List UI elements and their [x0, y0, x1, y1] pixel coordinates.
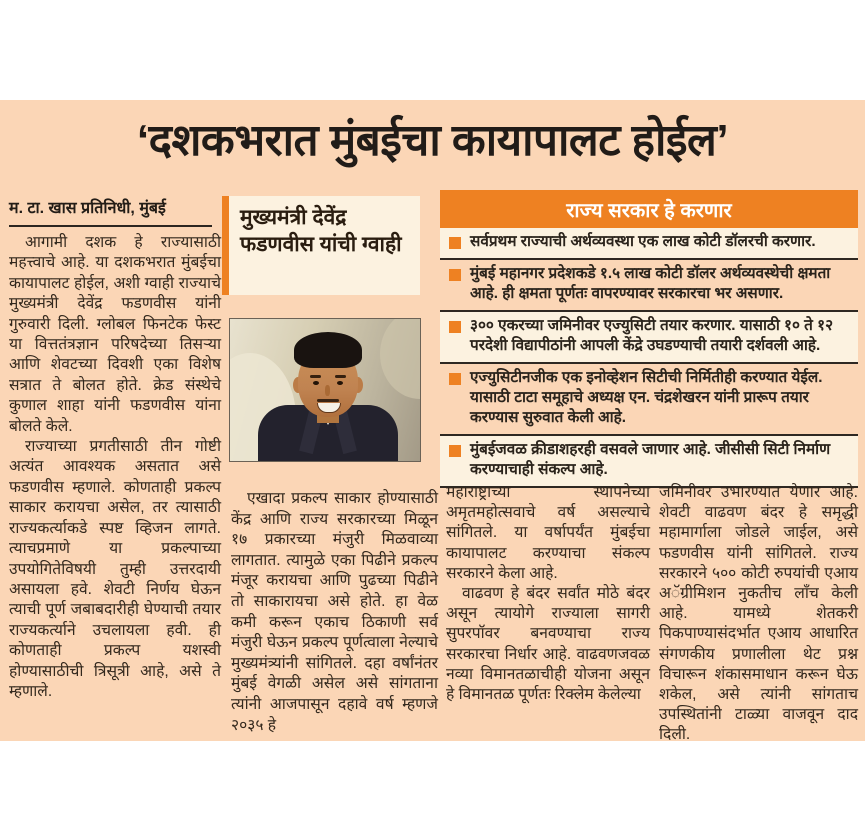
photo-person-nose	[325, 385, 330, 396]
article-column-4	[659, 483, 858, 746]
byline: म. टा. खास प्रतिनिधी, मुंबई	[9, 196, 212, 227]
government-plans-infobox	[440, 190, 858, 488]
article-paragraph: एखादा प्रकल्प साकार होण्यासाठी केंद्र आणि राज्य सरकारच्या मिळून १७ प्रकारच्या मंजुरी मिळवाव्या लागतात. त्यामुळे एका पिढीने प्रकल्प मंजूर करायचा आणि पुढच्या पिढीने तो साकारायचा असे होते. हा वेळ कमी करून एकाच ठिकाणी सर्व मंजुरी घेऊन प्रकल्प पूर्णत्वाला नेल्याचे मुख्यमंत्र्यांनी सांगितले. दहा वर्षांनंतर मुंबई वेगळी असेल असे सांगताना त्यांनी आजपासून दहावे वर्ष म्हणजे २०३५ हे	[231, 490, 438, 734]
infobox-item	[440, 436, 858, 488]
article-paragraph: जमिनीवर उभारण्यात येणार आहे. शेवटी वाढवण बंदर हे समृद्धी महामार्गाला जोडले जाईल, असे फडणवीस यांनी सांगितले. राज्य सरकारने ५०० कोटी रुपयांची एआय अॅग्रीमिशन नुकतीच लाँच केली आहे. यामध्ये शेतकरी पिकपाण्यासंदर्भात एआय आधारित संगणकीय प्रणालीला थेट प्रश्न विचारून शंकासमाधान करून घेऊ शकेल, असे त्यांनी सांगताच उपस्थितांनी टाळ्या वाजवून दाद दिली.	[659, 484, 858, 744]
photo-person-mustache	[317, 399, 339, 402]
photo-person-hair	[294, 332, 362, 368]
bullet-square-icon	[449, 269, 461, 281]
infobox-item	[440, 260, 858, 312]
article-headline: ‘दशकभरात मुंबईचा कायापालट होईल’	[136, 116, 729, 165]
infobox-item	[440, 228, 858, 260]
infobox-item-text: मुंबईजवळ क्रीडाशहरही वसवले जाणार आहे. जीसीसी सिटी निर्माण करण्याचाही संकल्प आहे.	[470, 441, 831, 478]
article-column-1	[9, 233, 221, 702]
photo-person-eyebrow	[335, 375, 346, 378]
infobox-item-text: एज्युसिटीनजीक एक इनोव्हेशन सिटीची निर्मितीही करण्यात येईल. यासाठी टाटा समूहाचे अध्यक्ष एन. चंद्रशेखरन यांनी प्रारूप तयार करण्यास सुरुवात केली आहे.	[470, 369, 823, 426]
article-paragraph: आगामी दशक हे राज्यासाठी महत्त्वाचे आहे. या दशकभरात मुंबईचा कायापालट होईल, अशी ग्वाही राज्याचे मुख्यमंत्री देवेंद्र फडणवीस यांनी गुरुवारी दिली. ग्लोबल फिनटेक फेस्ट या वित्ततंत्रज्ञान परिषदेच्या तिसऱ्या आणि शेवटच्या दिवशी एका विशेष सत्रात ते बोलत होते. क्रेड संस्थेचे कुणाल शाहा यांनी फडणवीस यांना बोलते केले.	[9, 234, 221, 435]
infobox-item-text: मुंबई महानगर प्रदेशकडे १.५ लाख कोटी डॉलर अर्थव्यवस्थेची क्षमता आहे. ही क्षमता पूर्णतः वापरण्यावर सरकारचा भर असणार.	[470, 265, 831, 302]
infobox-item	[440, 312, 858, 364]
article-paragraph: वाढवण हे बंदर सर्वांत मोठे बंदर असून त्यायोगे राज्याला सागरी सुपरपॉवर बनवण्याचा राज्य सरकारचा निर्धार आहे. वाढवणजवळ नव्या विमानतळाचीही योजना असून हे विमानतळ पूर्णतः रिक्लेम केलेल्या	[446, 585, 650, 704]
article-column-2	[231, 489, 438, 736]
photo-sofa-cushion	[380, 318, 421, 399]
infobox-item	[440, 364, 858, 436]
bullet-square-icon	[449, 321, 461, 333]
infobox-item-text: सर्वप्रथम राज्याची अर्थव्यवस्था एक लाख कोटी डॉलरची करणार.	[470, 233, 816, 250]
article-paragraph: राज्याच्या प्रगतीसाठी तीन गोष्टी अत्यंत आवश्यक असतात असे फडणवीस म्हणाले. कोणताही प्रकल्प साकार करायचा असेल, तर त्यासाठी राज्यकर्त्याकडे स्पष्ट व्हिजन लागते. त्याचप्रमाणे या प्रकल्पाच्या उपयोगितेविषयी तुम्ही उत्तरदायी असायला हवे. शेवटी निर्णय घेऊन त्याची पूर्ण जबाबदारीही घेण्याची तयार राज्यकर्त्याने उचलायला हवी. ही कोणताही प्रकल्प यशस्वी होण्यासाठीची त्रिसूत्री आहे, असे ते म्हणाले.	[9, 438, 221, 700]
bullet-square-icon	[449, 445, 461, 457]
photo-person-eyebrow	[310, 375, 321, 378]
infobox-item-text: ३०० एकरच्या जमिनीवर एज्युसिटी तयार करणार. यासाठी १० ते १२ परदेशी विद्यापीठांनी आपली केंद्रे उघडण्याची तयारी दर्शवली आहे.	[470, 317, 834, 354]
article-paragraph: महाराष्ट्राच्या स्थापनेच्या अमृतमहोत्सवाचे वर्ष असल्याचे सांगितले. या वर्षापर्यंत मुंबईचा कायापालट करण्याचा संकल्प सरकारने केला आहे.	[446, 484, 650, 582]
bullet-square-icon	[449, 373, 461, 385]
infobox-title: राज्य सरकार हे करणार	[440, 190, 858, 228]
article-column-3	[446, 483, 650, 705]
photo-person-eye	[337, 381, 343, 385]
bullet-square-icon	[449, 237, 461, 249]
photo-person-eye	[313, 381, 319, 385]
kicker-text: मुख्यमंत्री देवेंद्र फडणवीस यांची ग्वाही	[240, 206, 402, 257]
photo-devendra-fadnavis	[229, 318, 421, 462]
kicker-box	[222, 196, 420, 295]
